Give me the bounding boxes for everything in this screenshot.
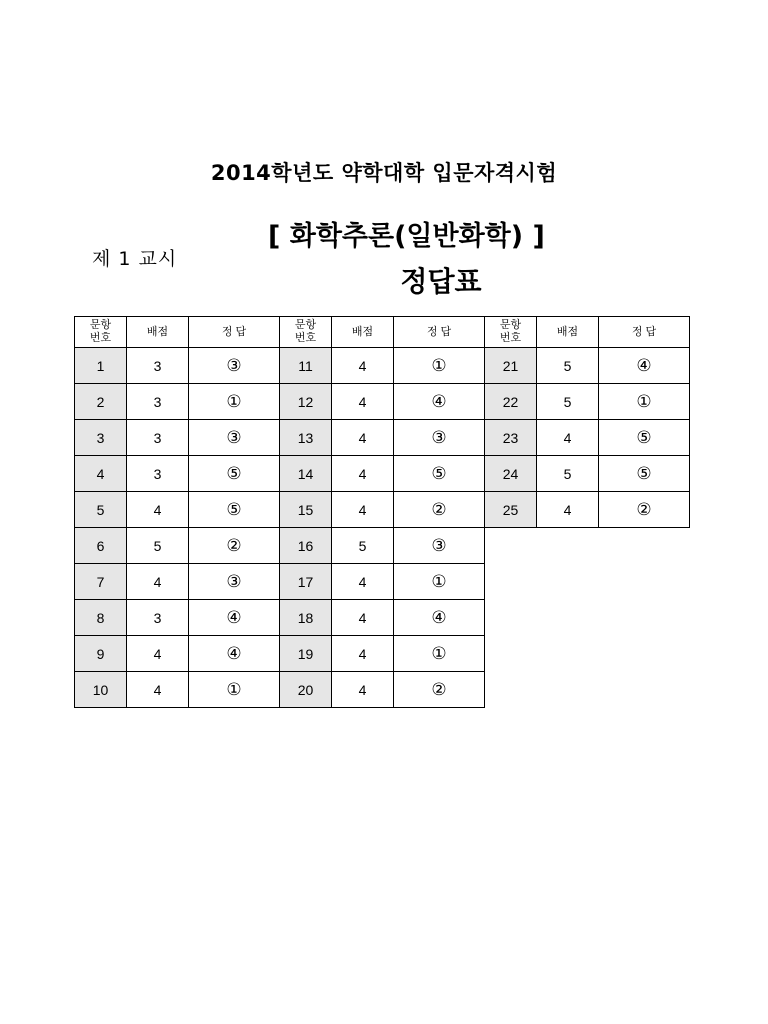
empty-cell (599, 528, 690, 564)
table-row (75, 564, 690, 600)
table-row (75, 384, 690, 420)
question-answer: ⑤ (189, 456, 280, 492)
document-title: 정답표 (400, 265, 482, 298)
question-answer: ③ (189, 420, 280, 456)
question-number: 14 (280, 456, 332, 492)
question-number: 19 (280, 636, 332, 672)
question-points: 5 (537, 456, 599, 492)
question-answer: ④ (189, 636, 280, 672)
question-answer: ④ (599, 348, 690, 384)
question-points: 4 (537, 492, 599, 528)
question-number: 18 (280, 600, 332, 636)
exam-title: 2014학년도 약학대학 입문자격시험 (210, 161, 558, 185)
empty-cell (599, 636, 690, 672)
period-label: 제 1 교시 (92, 248, 178, 270)
question-answer: ③ (189, 348, 280, 384)
question-answer: ① (394, 348, 485, 384)
question-answer: ① (394, 636, 485, 672)
question-answer: ⑤ (599, 420, 690, 456)
question-answer: ④ (189, 600, 280, 636)
question-answer: ⑤ (189, 492, 280, 528)
col-points-header: 배점 (127, 317, 189, 348)
subject-title: [ 화학추론(일반화학) ] (268, 221, 545, 252)
question-number: 16 (280, 528, 332, 564)
question-number: 10 (75, 672, 127, 708)
question-points: 4 (332, 348, 394, 384)
question-points: 3 (127, 600, 189, 636)
question-points: 5 (537, 384, 599, 420)
table-row (75, 420, 690, 456)
col-points-header: 배점 (332, 317, 394, 348)
answer-table-header (75, 317, 690, 348)
header-row (75, 317, 690, 348)
empty-cell (485, 672, 537, 708)
empty-cell (485, 528, 537, 564)
col-answer-header: 정 답 (394, 317, 485, 348)
table-row (75, 600, 690, 636)
question-points: 4 (332, 456, 394, 492)
empty-cell (537, 636, 599, 672)
table-row (75, 348, 690, 384)
table-row (75, 528, 690, 564)
question-number: 4 (75, 456, 127, 492)
question-answer: ① (189, 672, 280, 708)
question-number: 24 (485, 456, 537, 492)
table-row (75, 456, 690, 492)
question-answer: ③ (394, 528, 485, 564)
col-answer-header: 정 답 (189, 317, 280, 348)
question-number: 15 (280, 492, 332, 528)
question-answer: ② (189, 528, 280, 564)
question-points: 4 (332, 384, 394, 420)
question-number: 2 (75, 384, 127, 420)
question-answer: ⑤ (394, 456, 485, 492)
empty-cell (485, 564, 537, 600)
question-points: 4 (332, 492, 394, 528)
question-number: 6 (75, 528, 127, 564)
empty-cell (485, 636, 537, 672)
question-number: 1 (75, 348, 127, 384)
question-points: 4 (332, 564, 394, 600)
question-points: 3 (127, 348, 189, 384)
question-answer: ② (394, 672, 485, 708)
question-points: 5 (332, 528, 394, 564)
question-points: 3 (127, 384, 189, 420)
question-number: 3 (75, 420, 127, 456)
col-number-header: 문항 번호 (75, 317, 127, 348)
question-answer: ① (394, 564, 485, 600)
question-points: 4 (537, 420, 599, 456)
question-number: 5 (75, 492, 127, 528)
question-points: 5 (537, 348, 599, 384)
question-answer: ③ (189, 564, 280, 600)
question-points: 4 (127, 564, 189, 600)
question-answer: ① (189, 384, 280, 420)
question-answer: ④ (394, 600, 485, 636)
table-row (75, 492, 690, 528)
question-points: 4 (332, 600, 394, 636)
empty-cell (537, 672, 599, 708)
question-answer: ③ (394, 420, 485, 456)
question-number: 21 (485, 348, 537, 384)
question-number: 20 (280, 672, 332, 708)
question-number: 13 (280, 420, 332, 456)
question-number: 11 (280, 348, 332, 384)
question-number: 7 (75, 564, 127, 600)
question-answer: ⑤ (599, 456, 690, 492)
empty-cell (537, 600, 599, 636)
col-number-header: 문항 번호 (280, 317, 332, 348)
question-number: 25 (485, 492, 537, 528)
question-number: 23 (485, 420, 537, 456)
empty-cell (537, 564, 599, 600)
col-number-header: 문항 번호 (485, 317, 537, 348)
empty-cell (599, 600, 690, 636)
col-points-header: 배점 (537, 317, 599, 348)
empty-cell (599, 564, 690, 600)
question-points: 4 (332, 420, 394, 456)
col-answer-header: 정 답 (599, 317, 690, 348)
question-points: 4 (127, 636, 189, 672)
question-number: 9 (75, 636, 127, 672)
answer-table-body (75, 348, 690, 708)
table-row (75, 636, 690, 672)
table-row (75, 672, 690, 708)
question-points: 4 (332, 672, 394, 708)
question-points: 3 (127, 420, 189, 456)
answer-table (74, 316, 690, 708)
question-answer: ④ (394, 384, 485, 420)
empty-cell (599, 672, 690, 708)
question-number: 12 (280, 384, 332, 420)
question-answer: ① (599, 384, 690, 420)
question-number: 8 (75, 600, 127, 636)
question-answer: ② (599, 492, 690, 528)
question-points: 4 (127, 492, 189, 528)
question-points: 3 (127, 456, 189, 492)
empty-cell (485, 600, 537, 636)
question-points: 4 (127, 672, 189, 708)
question-number: 22 (485, 384, 537, 420)
question-answer: ② (394, 492, 485, 528)
empty-cell (537, 528, 599, 564)
question-points: 5 (127, 528, 189, 564)
question-number: 17 (280, 564, 332, 600)
question-points: 4 (332, 636, 394, 672)
